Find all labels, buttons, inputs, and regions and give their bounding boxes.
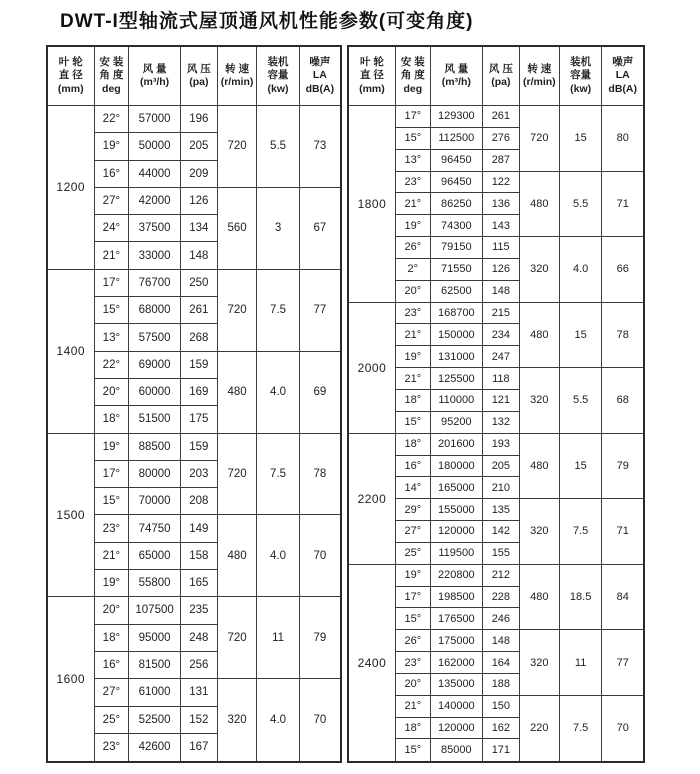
- header-pressure: 风 压 (pa): [482, 46, 519, 106]
- capacity-cell: 5.5: [559, 368, 602, 434]
- table-row: [348, 564, 644, 586]
- angle-cell: 24°: [94, 215, 129, 242]
- pressure-cell: 209: [180, 160, 217, 187]
- pressure-cell: 246: [482, 608, 519, 630]
- capacity-cell: 7.5: [257, 433, 299, 515]
- pressure-cell: 155: [482, 542, 519, 564]
- pressure-cell: 164: [482, 652, 519, 674]
- header-row: [47, 46, 341, 106]
- volume-cell: 176500: [430, 608, 482, 630]
- angle-cell: 20°: [94, 378, 129, 405]
- capacity-cell: 15: [559, 302, 602, 368]
- angle-cell: 23°: [395, 652, 430, 674]
- diameter-cell: 1400: [47, 269, 94, 433]
- pressure-cell: 126: [180, 187, 217, 214]
- pressure-cell: 250: [180, 269, 217, 296]
- right-performance-table: [347, 45, 645, 763]
- table-row: [47, 597, 341, 624]
- volume-cell: 220800: [430, 564, 482, 586]
- volume-cell: 69000: [129, 351, 181, 378]
- volume-cell: 120000: [430, 521, 482, 543]
- angle-cell: 18°: [94, 624, 129, 651]
- pressure-cell: 118: [482, 368, 519, 390]
- angle-cell: 20°: [395, 280, 430, 302]
- noise-cell: 77: [299, 269, 341, 351]
- volume-cell: 37500: [129, 215, 181, 242]
- volume-cell: 119500: [430, 542, 482, 564]
- pressure-cell: 136: [482, 193, 519, 215]
- angle-cell: 16°: [94, 651, 129, 678]
- pressure-cell: 171: [482, 739, 519, 762]
- angle-cell: 15°: [395, 411, 430, 433]
- angle-cell: 15°: [395, 739, 430, 762]
- volume-cell: 180000: [430, 455, 482, 477]
- header-speed: 转 速 (r/min): [217, 46, 257, 106]
- pressure-cell: 215: [482, 302, 519, 324]
- speed-cell: 720: [217, 597, 257, 679]
- volume-cell: 55800: [129, 570, 181, 597]
- diameter-cell: 1600: [47, 597, 94, 762]
- noise-cell: 71: [602, 171, 644, 237]
- pressure-cell: 148: [482, 280, 519, 302]
- speed-cell: 320: [519, 630, 559, 696]
- table-row: [348, 106, 644, 128]
- speed-cell: 320: [217, 679, 257, 762]
- diameter-cell: 2000: [348, 302, 395, 433]
- volume-cell: 150000: [430, 324, 482, 346]
- speed-cell: 480: [519, 302, 559, 368]
- angle-cell: 21°: [395, 368, 430, 390]
- angle-cell: 21°: [94, 242, 129, 269]
- angle-cell: 23°: [395, 302, 430, 324]
- angle-cell: 14°: [395, 477, 430, 499]
- pressure-cell: 235: [180, 597, 217, 624]
- header-speed: 转 速 (r/min): [519, 46, 559, 106]
- header-angle: 安 装 角 度 deg: [94, 46, 129, 106]
- volume-cell: 50000: [129, 133, 181, 160]
- diameter-cell: 1500: [47, 433, 94, 597]
- pressure-cell: 205: [482, 455, 519, 477]
- pressure-cell: 165: [180, 570, 217, 597]
- pressure-cell: 287: [482, 149, 519, 171]
- angle-cell: 19°: [395, 564, 430, 586]
- header-diameter: 叶 轮 直 径 (mm): [348, 46, 395, 106]
- pressure-cell: 143: [482, 215, 519, 237]
- capacity-cell: 4.0: [257, 515, 299, 597]
- speed-cell: 560: [217, 187, 257, 269]
- pressure-cell: 256: [180, 651, 217, 678]
- angle-cell: 19°: [395, 346, 430, 368]
- angle-cell: 18°: [395, 389, 430, 411]
- angle-cell: 19°: [395, 215, 430, 237]
- volume-cell: 131000: [430, 346, 482, 368]
- angle-cell: 29°: [395, 499, 430, 521]
- angle-cell: 25°: [395, 542, 430, 564]
- header-capacity: 装机 容量 (kw): [257, 46, 299, 106]
- table-row: [47, 433, 341, 460]
- pressure-cell: 134: [180, 215, 217, 242]
- volume-cell: 80000: [129, 460, 181, 487]
- speed-cell: 720: [217, 433, 257, 515]
- angle-cell: 27°: [94, 679, 129, 706]
- table-row: [348, 433, 644, 455]
- pressure-cell: 175: [180, 406, 217, 433]
- pressure-cell: 188: [482, 673, 519, 695]
- pressure-cell: 167: [180, 733, 217, 762]
- capacity-cell: 4.0: [257, 679, 299, 762]
- angle-cell: 18°: [395, 717, 430, 739]
- diameter-cell: 2400: [348, 564, 395, 762]
- pressure-cell: 159: [180, 351, 217, 378]
- table-row: [47, 269, 341, 296]
- volume-cell: 70000: [129, 488, 181, 515]
- angle-cell: 15°: [395, 608, 430, 630]
- pressure-cell: 152: [180, 706, 217, 733]
- volume-cell: 135000: [430, 673, 482, 695]
- header-capacity: 装机 容量 (kw): [559, 46, 602, 106]
- angle-cell: 13°: [395, 149, 430, 171]
- angle-cell: 23°: [395, 171, 430, 193]
- left-performance-table: [46, 45, 342, 763]
- volume-cell: 79150: [430, 237, 482, 259]
- pressure-cell: 261: [482, 106, 519, 128]
- angle-cell: 15°: [94, 488, 129, 515]
- volume-cell: 62500: [430, 280, 482, 302]
- volume-cell: 74750: [129, 515, 181, 542]
- pressure-cell: 203: [180, 460, 217, 487]
- pressure-cell: 205: [180, 133, 217, 160]
- angle-cell: 22°: [94, 106, 129, 133]
- capacity-cell: 7.5: [559, 695, 602, 762]
- pressure-cell: 248: [180, 624, 217, 651]
- angle-cell: 27°: [395, 521, 430, 543]
- pressure-cell: 261: [180, 297, 217, 324]
- diameter-cell: 1800: [348, 106, 395, 303]
- angle-cell: 22°: [94, 351, 129, 378]
- angle-cell: 21°: [94, 542, 129, 569]
- table-row: [348, 302, 644, 324]
- pressure-cell: 234: [482, 324, 519, 346]
- header-pressure: 风 压 (pa): [180, 46, 217, 106]
- volume-cell: 42000: [129, 187, 181, 214]
- pressure-cell: 212: [482, 564, 519, 586]
- volume-cell: 57000: [129, 106, 181, 133]
- volume-cell: 155000: [430, 499, 482, 521]
- volume-cell: 96450: [430, 171, 482, 193]
- noise-cell: 70: [299, 515, 341, 597]
- tables-container: [46, 45, 645, 763]
- noise-cell: 71: [602, 499, 644, 565]
- volume-cell: 33000: [129, 242, 181, 269]
- header-noise: 噪声 LA dB(A): [602, 46, 644, 106]
- pressure-cell: 169: [180, 378, 217, 405]
- header-angle: 安 装 角 度 deg: [395, 46, 430, 106]
- volume-cell: 168700: [430, 302, 482, 324]
- angle-cell: 2°: [395, 258, 430, 280]
- noise-cell: 70: [602, 695, 644, 762]
- pressure-cell: 122: [482, 171, 519, 193]
- pressure-cell: 268: [180, 324, 217, 351]
- noise-cell: 67: [299, 187, 341, 269]
- volume-cell: 129300: [430, 106, 482, 128]
- angle-cell: 20°: [395, 673, 430, 695]
- pressure-cell: 148: [482, 630, 519, 652]
- volume-cell: 76700: [129, 269, 181, 296]
- speed-cell: 220: [519, 695, 559, 762]
- angle-cell: 17°: [94, 460, 129, 487]
- pressure-cell: 210: [482, 477, 519, 499]
- pressure-cell: 228: [482, 586, 519, 608]
- speed-cell: 720: [217, 106, 257, 188]
- capacity-cell: 7.5: [559, 499, 602, 565]
- volume-cell: 44000: [129, 160, 181, 187]
- angle-cell: 18°: [94, 406, 129, 433]
- angle-cell: 20°: [94, 597, 129, 624]
- pressure-cell: 150: [482, 695, 519, 717]
- volume-cell: 110000: [430, 389, 482, 411]
- noise-cell: 69: [299, 351, 341, 433]
- header-row: [348, 46, 644, 106]
- angle-cell: 23°: [94, 515, 129, 542]
- noise-cell: 79: [299, 597, 341, 679]
- volume-cell: 112500: [430, 127, 482, 149]
- noise-cell: 78: [602, 302, 644, 368]
- pressure-cell: 276: [482, 127, 519, 149]
- pressure-cell: 196: [180, 106, 217, 133]
- speed-cell: 320: [519, 499, 559, 565]
- capacity-cell: 4.0: [257, 351, 299, 433]
- noise-cell: 84: [602, 564, 644, 630]
- pressure-cell: 193: [482, 433, 519, 455]
- volume-cell: 96450: [430, 149, 482, 171]
- volume-cell: 86250: [430, 193, 482, 215]
- angle-cell: 19°: [94, 570, 129, 597]
- page-title: DWT-I型轴流式屋顶通风机性能参数(可变角度): [60, 11, 474, 32]
- capacity-cell: 4.0: [559, 237, 602, 303]
- pressure-cell: 247: [482, 346, 519, 368]
- volume-cell: 140000: [430, 695, 482, 717]
- volume-cell: 65000: [129, 542, 181, 569]
- pressure-cell: 148: [180, 242, 217, 269]
- speed-cell: 720: [519, 106, 559, 172]
- speed-cell: 480: [519, 564, 559, 630]
- speed-cell: 480: [519, 433, 559, 499]
- volume-cell: 107500: [129, 597, 181, 624]
- capacity-cell: 3: [257, 187, 299, 269]
- volume-cell: 95000: [129, 624, 181, 651]
- pressure-cell: 149: [180, 515, 217, 542]
- noise-cell: 73: [299, 106, 341, 188]
- noise-cell: 70: [299, 679, 341, 762]
- volume-cell: 162000: [430, 652, 482, 674]
- volume-cell: 57500: [129, 324, 181, 351]
- header-volume: 风 量 (m³/h): [430, 46, 482, 106]
- noise-cell: 77: [602, 630, 644, 696]
- volume-cell: 95200: [430, 411, 482, 433]
- noise-cell: 66: [602, 237, 644, 303]
- speed-cell: 320: [519, 237, 559, 303]
- pressure-cell: 131: [180, 679, 217, 706]
- angle-cell: 23°: [94, 733, 129, 762]
- pressure-cell: 115: [482, 237, 519, 259]
- volume-cell: 52500: [129, 706, 181, 733]
- volume-cell: 125500: [430, 368, 482, 390]
- capacity-cell: 7.5: [257, 269, 299, 351]
- capacity-cell: 15: [559, 433, 602, 499]
- angle-cell: 19°: [94, 133, 129, 160]
- angle-cell: 15°: [94, 297, 129, 324]
- angle-cell: 26°: [395, 237, 430, 259]
- noise-cell: 80: [602, 106, 644, 172]
- noise-cell: 79: [602, 433, 644, 499]
- angle-cell: 21°: [395, 324, 430, 346]
- volume-cell: 175000: [430, 630, 482, 652]
- angle-cell: 25°: [94, 706, 129, 733]
- capacity-cell: 11: [257, 597, 299, 679]
- volume-cell: 60000: [129, 378, 181, 405]
- table-row: [47, 106, 341, 133]
- capacity-cell: 5.5: [559, 171, 602, 237]
- volume-cell: 88500: [129, 433, 181, 460]
- pressure-cell: 121: [482, 389, 519, 411]
- pressure-cell: 159: [180, 433, 217, 460]
- volume-cell: 198500: [430, 586, 482, 608]
- angle-cell: 16°: [395, 455, 430, 477]
- speed-cell: 480: [217, 515, 257, 597]
- speed-cell: 480: [519, 171, 559, 237]
- angle-cell: 17°: [395, 586, 430, 608]
- header-volume: 风 量 (m³/h): [129, 46, 181, 106]
- pressure-cell: 158: [180, 542, 217, 569]
- capacity-cell: 5.5: [257, 106, 299, 188]
- pressure-cell: 135: [482, 499, 519, 521]
- volume-cell: 42600: [129, 733, 181, 762]
- header-noise: 噪声 LA dB(A): [299, 46, 341, 106]
- angle-cell: 17°: [395, 106, 430, 128]
- angle-cell: 16°: [94, 160, 129, 187]
- speed-cell: 320: [519, 368, 559, 434]
- volume-cell: 51500: [129, 406, 181, 433]
- angle-cell: 21°: [395, 695, 430, 717]
- volume-cell: 201600: [430, 433, 482, 455]
- capacity-cell: 15: [559, 106, 602, 172]
- pressure-cell: 208: [180, 488, 217, 515]
- angle-cell: 27°: [94, 187, 129, 214]
- volume-cell: 68000: [129, 297, 181, 324]
- volume-cell: 61000: [129, 679, 181, 706]
- angle-cell: 18°: [395, 433, 430, 455]
- angle-cell: 26°: [395, 630, 430, 652]
- noise-cell: 78: [299, 433, 341, 515]
- volume-cell: 74300: [430, 215, 482, 237]
- noise-cell: 68: [602, 368, 644, 434]
- volume-cell: 85000: [430, 739, 482, 762]
- angle-cell: 21°: [395, 193, 430, 215]
- volume-cell: 71550: [430, 258, 482, 280]
- diameter-cell: 1200: [47, 106, 94, 270]
- angle-cell: 17°: [94, 269, 129, 296]
- speed-cell: 720: [217, 269, 257, 351]
- angle-cell: 19°: [94, 433, 129, 460]
- volume-cell: 120000: [430, 717, 482, 739]
- capacity-cell: 18.5: [559, 564, 602, 630]
- pressure-cell: 126: [482, 258, 519, 280]
- volume-cell: 81500: [129, 651, 181, 678]
- angle-cell: 13°: [94, 324, 129, 351]
- pressure-cell: 162: [482, 717, 519, 739]
- pressure-cell: 132: [482, 411, 519, 433]
- capacity-cell: 11: [559, 630, 602, 696]
- volume-cell: 165000: [430, 477, 482, 499]
- speed-cell: 480: [217, 351, 257, 433]
- header-diameter: 叶 轮 直 径 (mm): [47, 46, 94, 106]
- pressure-cell: 142: [482, 521, 519, 543]
- diameter-cell: 2200: [348, 433, 395, 564]
- angle-cell: 15°: [395, 127, 430, 149]
